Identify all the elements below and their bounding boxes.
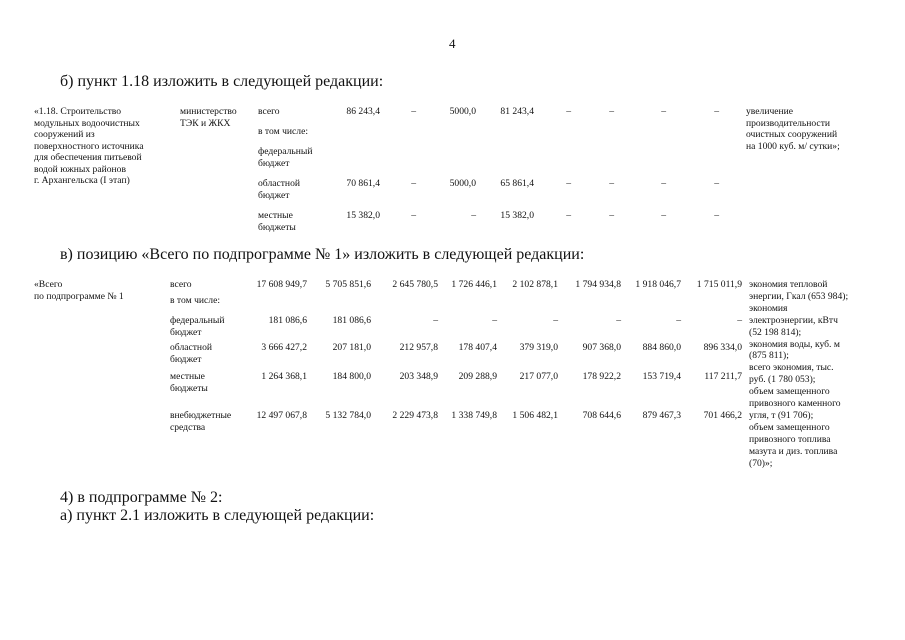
source-label: бюджеты (258, 221, 296, 233)
result-line: руб. (1 780 053); (749, 374, 816, 386)
page-number: 4 (449, 36, 456, 51)
source-label: областной (170, 342, 213, 353)
table-cell: 5 705 851,6 (325, 279, 371, 290)
source-label: федеральный (170, 315, 225, 326)
table-cell: 184 800,0 (332, 371, 371, 382)
table-cell: 181 086,6 (268, 315, 307, 326)
table-cell: 379 319,0 (519, 342, 558, 353)
result-line: экономия (749, 302, 788, 314)
table-cell: 907 368,0 (582, 342, 621, 353)
executor-line: министерство (180, 106, 237, 117)
table-cell: – (714, 210, 719, 221)
table-cell: – (411, 210, 416, 221)
table-cell: 1 794 934,8 (575, 279, 621, 290)
source-label: бюджет (258, 189, 290, 201)
table-cell: – (553, 315, 558, 326)
table-cell: – (411, 106, 416, 117)
result-line: привозного каменного (749, 398, 841, 409)
table-cell: – (433, 315, 438, 326)
table-cell: 209 288,9 (458, 371, 497, 382)
table-cell: – (492, 315, 497, 326)
table-cell: – (661, 106, 666, 117)
table-cell: 2 229 473,8 (392, 410, 438, 421)
result-line: очистных сооружений (746, 129, 838, 140)
table-cell: 17 608 949,7 (256, 279, 307, 290)
table-cell: 178 922,2 (582, 371, 621, 382)
source-label: областной (258, 178, 301, 189)
table-cell: 701 466,2 (703, 410, 742, 421)
table-cell: 2 102 878,1 (512, 279, 558, 290)
source-label: средства (170, 421, 206, 433)
table-cell: 2 645 780,5 (392, 279, 438, 290)
event-name-line: для обеспечения питьевой (34, 152, 142, 163)
table-cell: 70 861,4 (346, 178, 380, 189)
result-line: привозного топлива (749, 433, 831, 445)
source-label: местные (258, 210, 293, 221)
table-cell: 217 077,0 (519, 371, 558, 382)
heading-v: в) позицию «Всего по подпрограмме № 1» изложить в следующей редакции: (60, 246, 585, 263)
table-cell: 708 644,6 (582, 410, 621, 421)
table-cell: 1 338 749,8 (451, 410, 497, 421)
source-label: в том числе: (170, 295, 221, 306)
table-cell: 15 382,0 (346, 210, 380, 221)
table-cell: – (471, 210, 476, 221)
event-name-line: водой южных районов (34, 163, 126, 175)
result-line: всего экономия, тыс. (749, 362, 834, 374)
table-cell: 81 243,4 (500, 106, 534, 117)
event-name-line: модульных водоочистных (34, 117, 140, 129)
source-label: всего (170, 279, 192, 290)
table-cell: 12 497 067,8 (256, 410, 307, 421)
table-cell: 1 506 482,1 (512, 410, 558, 421)
table-cell: 5000,0 (449, 178, 476, 189)
table-cell: 3 666 427,2 (261, 342, 307, 353)
result-line: объем замещенного (749, 421, 830, 433)
result-line: угля, т (91 706); (749, 409, 814, 421)
source-label: внебюджетные (170, 410, 232, 421)
table-cell: – (609, 210, 614, 221)
source-label: бюджет (258, 157, 290, 169)
event-name-line: «Всего (34, 279, 63, 290)
heading-a: а) пункт 2.1 изложить в следующей редакции: (60, 507, 375, 524)
table-cell: – (566, 178, 571, 189)
result-line: экономия тепловой (749, 279, 828, 290)
table-cell: – (616, 315, 621, 326)
table-cell: 5000,0 (449, 106, 476, 117)
event-name-line: г. Архангельска (I этап) (34, 175, 130, 186)
table-cell: – (714, 106, 719, 117)
table-cell: 181 086,6 (332, 315, 371, 326)
table-cell: – (609, 178, 614, 189)
event-name-line: «1.18. Строительство (34, 106, 122, 117)
table-cell: – (566, 210, 571, 221)
table-cell: 203 348,9 (399, 371, 438, 382)
table-cell: – (737, 315, 742, 326)
result-line: (70)»; (749, 457, 773, 469)
table-cell: 117 211,7 (704, 371, 742, 382)
result-line: объем замещенного (749, 386, 830, 398)
table-cell: 65 861,4 (500, 178, 534, 189)
source-label: местные (170, 371, 205, 382)
table-cell: 178 407,4 (458, 342, 497, 353)
source-label: федеральный (258, 146, 313, 157)
source-label: бюджеты (170, 382, 208, 394)
result-line: электроэнергии, кВтч (749, 314, 838, 326)
result-line: энергии, Гкал (653 984); (749, 290, 849, 302)
table-cell: – (411, 178, 416, 189)
table-cell: – (609, 106, 614, 117)
table-cell: 1 726 446,1 (451, 279, 497, 290)
result-line: (875 811); (749, 350, 789, 362)
table-cell: – (676, 315, 681, 326)
table-cell: 1 264 368,1 (261, 371, 307, 382)
heading-b: б) пункт 1.18 изложить в следующей редакции: (60, 73, 384, 90)
table-cell: – (661, 178, 666, 189)
source-label: бюджет (170, 353, 202, 365)
table-cell: 86 243,4 (346, 106, 380, 117)
event-name-line: сооружений из (34, 129, 95, 140)
table-cell: 15 382,0 (500, 210, 534, 221)
result-line: производительности (746, 117, 831, 129)
executor-line: ТЭК и ЖКХ (180, 117, 231, 129)
table-cell: 1 918 046,7 (635, 279, 681, 290)
table-cell: 1 715 011,9 (696, 279, 742, 290)
table-cell: 884 860,0 (642, 342, 681, 353)
result-line: (52 198 814); (749, 326, 802, 338)
table-cell: 879 467,3 (642, 410, 681, 421)
result-line: на 1000 куб. м/ сутки»; (746, 140, 840, 152)
source-label: в том числе: (258, 126, 309, 137)
event-name-line: поверхностного источника (34, 140, 144, 152)
item-4: 4) в подпрограмме № 2: (60, 489, 223, 506)
table-cell: – (714, 178, 719, 189)
table-cell: 153 719,4 (642, 371, 681, 382)
table-cell: – (661, 210, 666, 221)
table-cell: 5 132 784,0 (325, 410, 371, 421)
table-cell: 212 957,8 (399, 342, 438, 353)
table-cell: – (566, 106, 571, 117)
table-cell: 207 181,0 (332, 342, 371, 353)
result-line: увеличение (746, 106, 794, 117)
source-label: бюджет (170, 326, 202, 338)
event-name-line: по подпрограмме № 1 (34, 290, 124, 302)
table-cell: 896 334,0 (703, 342, 742, 353)
result-line: мазута и диз. топлива (749, 445, 838, 457)
source-label: всего (258, 106, 280, 117)
result-line: экономия воды, куб. м (749, 338, 840, 350)
